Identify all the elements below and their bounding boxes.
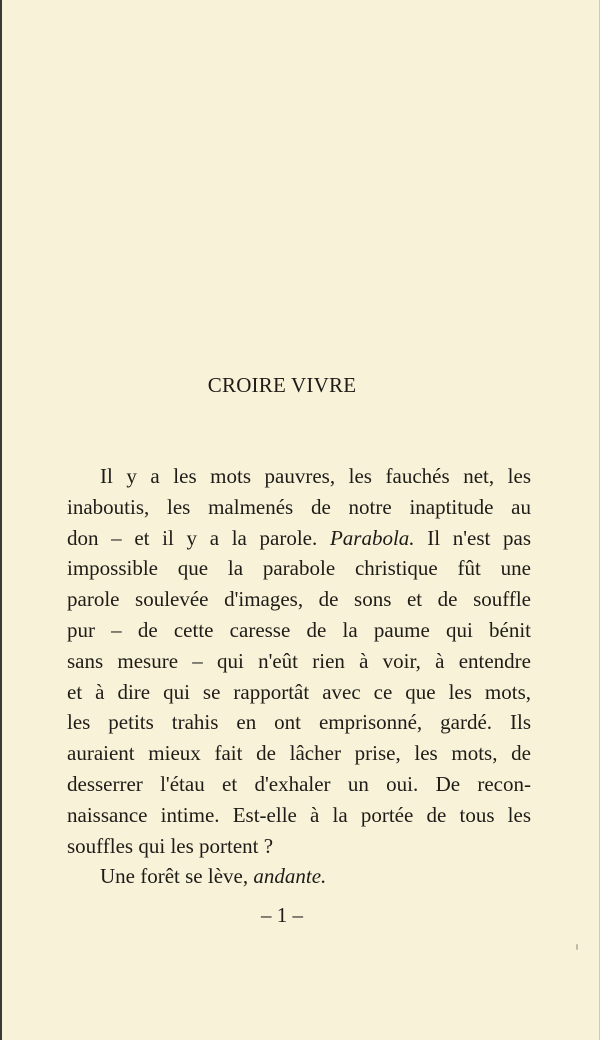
text-line [67,523,531,554]
text-line: impossible que la parabole christique fût une [67,556,531,581]
text-line: auraient mieux fait de lâcher prise, les mots, de [67,741,531,766]
text-span: Il n'est pas [414,525,531,550]
text-span: don – et il y a la parole. [67,525,330,550]
paper-speck [576,944,578,950]
text-line: desserrer l'étau et d'exhaler un oui. De recon- [67,771,531,796]
text-line: Il y a les mots pauvres, les fauchés net, les [100,464,531,488]
text-line: sans mesure – qui n'eût rien à voir, à entendre [67,648,531,673]
text-line [67,861,531,892]
page-title: CROIRE VIVRE [207,373,357,397]
page-number: – 1 – [261,903,303,927]
text-line: et à dire qui se rapportât avec ce que les mots, [67,679,531,704]
text-line: parole soulevée d'images, de sons et de souffle [67,587,531,612]
italic-word: Parabola. [329,525,415,550]
text-span: Une forêt se lève, [100,864,254,889]
text-line: naissance intime. Est-elle à la portée de tous les [67,802,531,827]
text-line: inaboutis, les malmenés de notre inaptitude au [67,494,531,519]
text-line: souffles qui les portent ? [67,833,274,858]
italic-word: andante. [253,864,327,889]
body-text [67,461,531,892]
text-line: pur – de cette caresse de la paume qui bénit [67,617,531,642]
text-line: les petits trahis en ont emprisonné, gardé. Ils [67,710,531,735]
